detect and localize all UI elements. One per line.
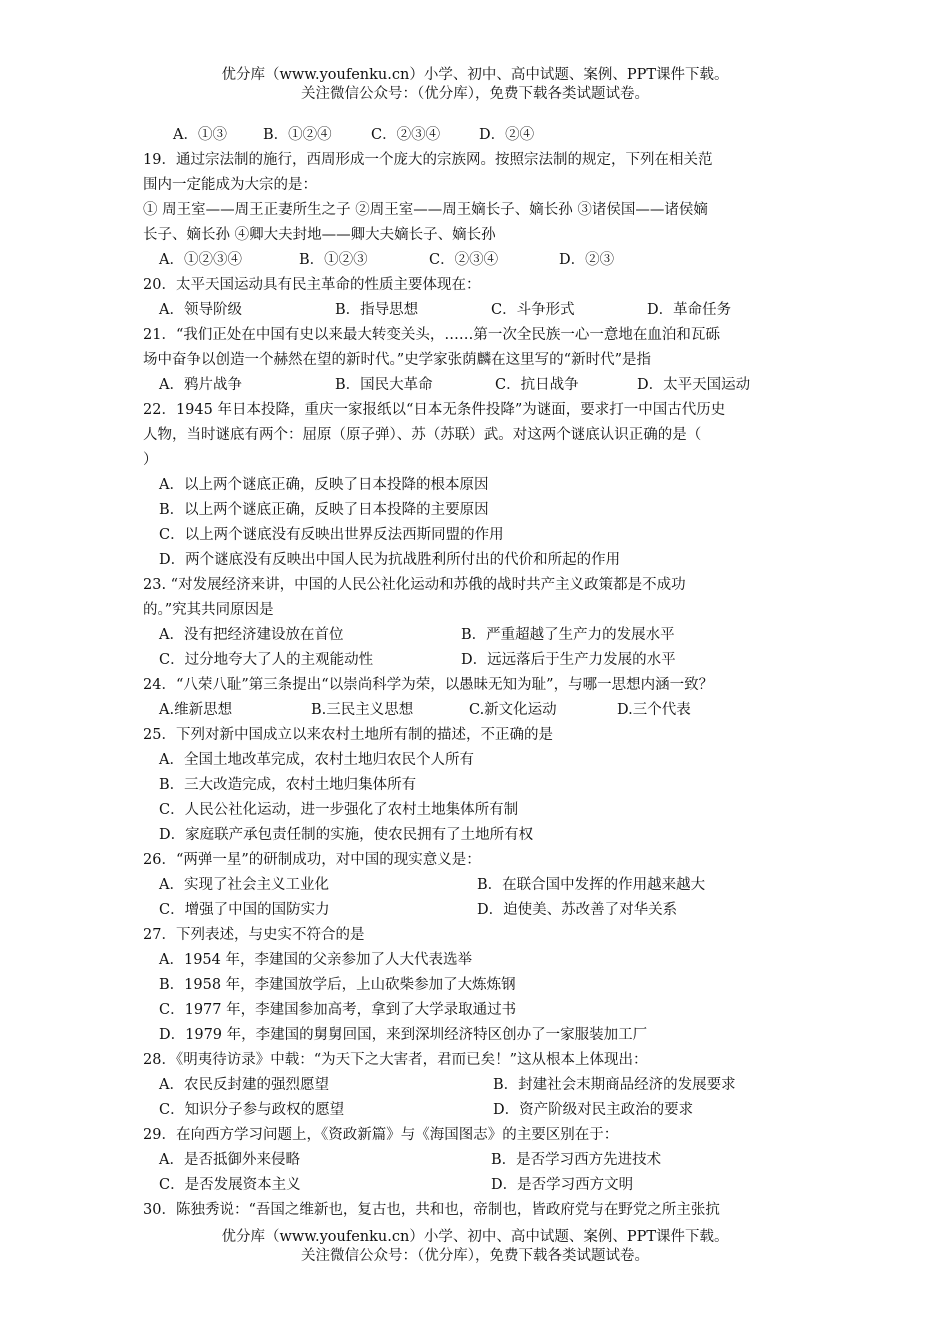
- q20-option-a: A．领导阶级: [159, 302, 242, 318]
- q18-option-a: A．①③: [173, 127, 227, 143]
- q19-option-c: C．②③④: [429, 252, 499, 268]
- q18-options: [143, 123, 813, 148]
- q22-stem-1: 22．1945 年日本投降，重庆一家报纸以“日本无条件投降”为谜面，要求打一中国古代历史: [143, 402, 726, 418]
- q25-stem: 25．下列对新中国成立以来农村土地所有制的描述，不正确的是: [143, 727, 553, 743]
- q26-option-d: D．迫使美、苏改善了对华关系: [477, 902, 678, 918]
- q19-items-2: 长子、嫡长孙 ④卿大夫封地——卿大夫嫡长子、嫡长孙: [143, 227, 496, 243]
- q28-options-row-2: [143, 1098, 813, 1123]
- q23-option-d: D．远远落后于生产力发展的水平: [461, 652, 676, 668]
- page-header: [0, 66, 950, 104]
- q29-options-row-1: [143, 1148, 813, 1173]
- q20-options: [143, 298, 813, 323]
- q25-option-b: B．三大改造完成，农村土地归集体所有: [159, 777, 417, 793]
- q22-option-b: B．以上两个谜底正确，反映了日本投降的主要原因: [159, 502, 489, 518]
- q22-stem-3: ）: [143, 452, 158, 468]
- q21-stem-2: 场中奋争以创造一个赫然在望的新时代。”史学家张荫麟在这里写的“新时代”是指: [143, 352, 651, 368]
- q18-option-c: C．②③④: [371, 127, 441, 143]
- q24-option-a: A.维新思想: [159, 702, 233, 718]
- q21-option-c: C．抗日战争: [495, 377, 579, 393]
- q29-option-b: B．是否学习西方先进技术: [491, 1152, 662, 1168]
- header-line-1: 优分库（www.youfenku.cn）小学、初中、高中试题、案例、PPT课件下载。: [221, 67, 729, 83]
- q23-option-c: C．过分地夸大了人的主观能动性: [159, 652, 374, 668]
- page-footer: [0, 1228, 950, 1266]
- q26-options-row-2: [143, 898, 813, 923]
- q23-stem-1: 23. “对发展经济来讲，中国的人民公社化运动和苏俄的战时共产主义政策都是不成功: [143, 577, 686, 593]
- q19-option-d: D．②③: [559, 252, 615, 268]
- q27-option-c: C．1977 年，李建国参加高考，拿到了大学录取通过书: [159, 1002, 517, 1018]
- q19-option-b: B．①②③: [299, 252, 368, 268]
- q23-options-row-2: [143, 648, 813, 673]
- q28-option-b: B．封建社会末期商品经济的发展要求: [493, 1077, 736, 1093]
- q22-option-d: D．两个谜底没有反映出中国人民为抗战胜利所付出的代价和所起的作用: [159, 552, 621, 568]
- q29-stem: 29．在向西方学习问题上，《资政新篇》与《海国图志》的主要区别在于：: [143, 1127, 619, 1143]
- q28-stem: 28．《明夷待访录》中载：“为天下之大害者，君而已矣！”这从根本上体现出：: [143, 1052, 648, 1068]
- q29-option-a: A．是否抵御外来侵略: [159, 1152, 300, 1168]
- q26-option-b: B．在联合国中发挥的作用越来越大: [477, 877, 706, 893]
- q24-option-b: B.三民主义思想: [311, 702, 414, 718]
- q22-option-a: A．以上两个谜底正确，反映了日本投降的根本原因: [159, 477, 489, 493]
- q25-option-d: D．家庭联产承包责任制的实施，使农民拥有了土地所有权: [159, 827, 534, 843]
- q24-options: [143, 698, 813, 723]
- q27-option-d: D．1979 年，李建国的舅舅回国，来到深圳经济特区创办了一家服装加工厂: [159, 1027, 648, 1043]
- q26-options-row-1: [143, 873, 813, 898]
- q22-option-c: C．以上两个谜底没有反映出世界反法西斯同盟的作用: [159, 527, 504, 543]
- q26-option-c: C．增强了中国的国防实力: [159, 902, 330, 918]
- footer-line-2: 关注微信公众号：（优分库），免费下载各类试题试卷。: [301, 1248, 649, 1264]
- q27-option-b: B．1958 年，李建国放学后，上山砍柴参加了大炼炼钢: [159, 977, 516, 993]
- q21-options: [143, 373, 813, 398]
- q24-option-d: D.三个代表: [617, 702, 691, 718]
- footer-line-1: 优分库（www.youfenku.cn）小学、初中、高中试题、案例、PPT课件下载。: [221, 1229, 729, 1245]
- q23-option-a: A．没有把经济建设放在首位: [159, 627, 344, 643]
- q24-option-c: C.新文化运动: [469, 702, 557, 718]
- q18-option-d: D．②④: [479, 127, 535, 143]
- q28-options-row-1: [143, 1073, 813, 1098]
- q29-option-d: D．是否学习西方文明: [491, 1177, 634, 1193]
- q19-items-1: ① 周王室——周王正妻所生之子 ②周王室——周王嫡长子、嫡长孙 ③诸侯国——诸侯嫡: [143, 202, 708, 218]
- q25-option-a: A．全国土地改革完成，农村土地归农民个人所有: [159, 752, 474, 768]
- q19-option-a: A．①②③④: [159, 252, 242, 268]
- q23-stem-2: 的。”究其共同原因是: [143, 602, 274, 618]
- q21-option-b: B．国民大革命: [335, 377, 433, 393]
- q20-option-b: B．指导思想: [335, 302, 419, 318]
- q22-stem-2: 人物，当时谜底有两个：屈原（原子弹）、苏（苏联）武。对这两个谜底认识正确的是（: [143, 427, 702, 443]
- q24-stem: 24．“八荣八耻”第三条提出“以崇尚科学为荣，以愚昧无知为耻”，与哪一思想内涵一致？: [143, 677, 714, 693]
- q21-option-d: D．太平天国运动: [637, 377, 751, 393]
- q27-stem: 27．下列表述，与史实不符合的是: [143, 927, 365, 943]
- q23-option-b: B．严重超越了生产力的发展水平: [461, 627, 675, 643]
- q20-stem: 20．太平天国运动具有民主革命的性质主要体现在：: [143, 277, 481, 293]
- q28-option-c: C．知识分子参与政权的愿望: [159, 1102, 345, 1118]
- q21-stem-1: 21．“我们正处在中国有史以来最大转变关头，……第一次全民族一心一意地在血泊和瓦砾: [143, 327, 720, 343]
- q20-option-d: D．革命任务: [647, 302, 732, 318]
- q28-option-d: D．资产阶级对民主政治的要求: [493, 1102, 694, 1118]
- q18-option-b: B．①②④: [263, 127, 332, 143]
- q20-option-c: C．斗争形式: [491, 302, 575, 318]
- q26-stem: 26．“两弹一星”的研制成功，对中国的现实意义是：: [143, 852, 481, 868]
- question-list: [143, 123, 813, 1223]
- q19-stem-2: 围内一定能成为大宗的是：: [143, 177, 317, 193]
- q29-options-row-2: [143, 1173, 813, 1198]
- q29-option-c: C．是否发展资本主义: [159, 1177, 301, 1193]
- q27-option-a: A．1954 年，李建国的父亲参加了人大代表选举: [159, 952, 472, 968]
- q19-options: [143, 248, 813, 273]
- header-line-2: 关注微信公众号：（优分库），免费下载各类试题试卷。: [301, 86, 649, 102]
- q19-stem-1: 19．通过宗法制的施行，西周形成一个庞大的宗族网。按照宗法制的规定，下列在相关范: [143, 152, 713, 168]
- q23-options-row-1: [143, 623, 813, 648]
- q26-option-a: A．实现了社会主义工业化: [159, 877, 329, 893]
- q30-stem-1: 30．陈独秀说：“吾国之维新也，复古也，共和也，帝制也，皆政府党与在野党之所主张抗: [143, 1202, 720, 1218]
- q21-option-a: A．鸦片战争: [159, 377, 242, 393]
- q25-option-c: C．人民公社化运动，进一步强化了农村土地集体所有制: [159, 802, 519, 818]
- q28-option-a: A．农民反封建的强烈愿望: [159, 1077, 329, 1093]
